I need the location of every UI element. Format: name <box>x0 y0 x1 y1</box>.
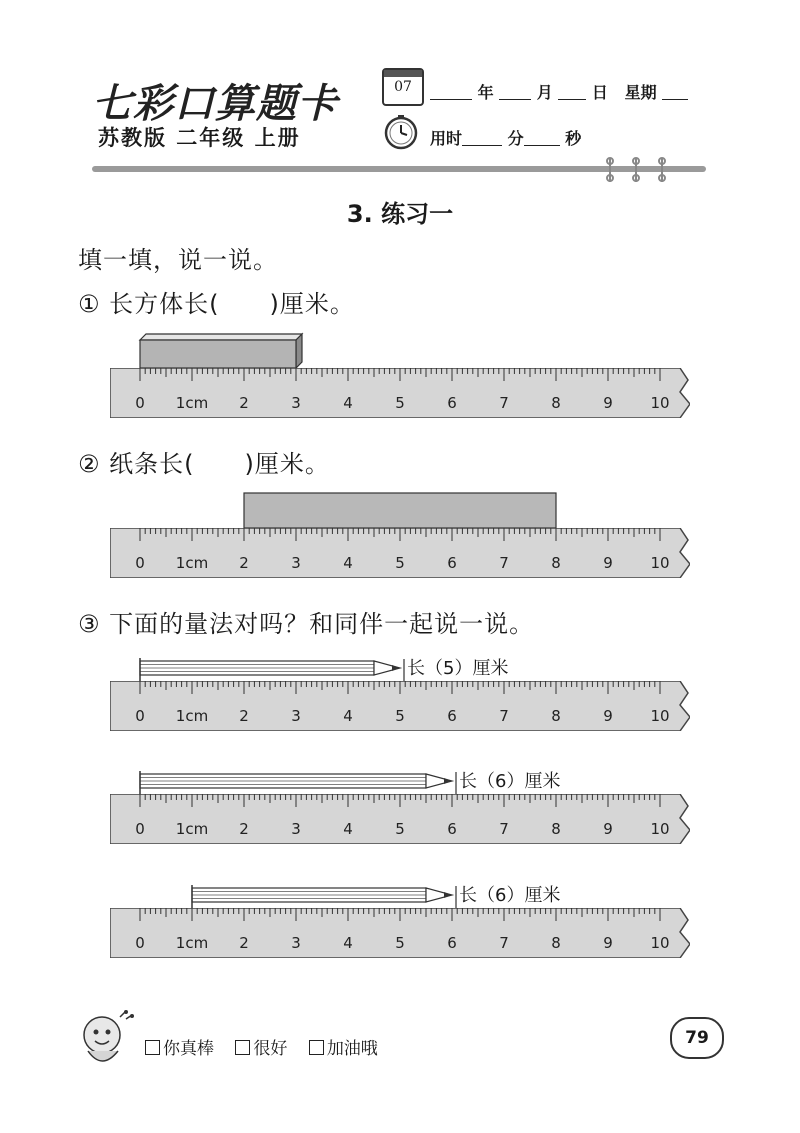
question-1: ① 长方体长( )厘米。 <box>78 290 355 318</box>
pencil-3-label: 长（6）厘米 <box>459 885 561 906</box>
ruler-label: 10 <box>650 707 670 725</box>
ruler-2 <box>110 528 690 578</box>
checkbox-icon[interactable] <box>235 1040 250 1055</box>
month-label: 月 <box>536 83 553 102</box>
time-used-label: 用时 <box>430 129 463 148</box>
ruler-label: 3 <box>291 394 301 412</box>
ruler-label: 5 <box>395 707 405 725</box>
ruler-label: 8 <box>551 554 561 572</box>
ruler-label: 9 <box>603 394 613 412</box>
ruler-label: 2 <box>239 394 249 412</box>
ruler-label: 10 <box>650 394 670 412</box>
ruler-label: 3 <box>291 554 301 572</box>
checkbox-icon[interactable] <box>145 1040 160 1055</box>
second-label: 秒 <box>565 129 582 148</box>
ruler-label: 7 <box>499 707 509 725</box>
brand-title: 七彩口算题卡 <box>92 80 338 127</box>
ruler-label: 3 <box>291 707 301 725</box>
ruler-label: 6 <box>447 820 457 838</box>
pencil-2-label: 长（6）厘米 <box>459 771 561 792</box>
weekday-label: 星期 <box>624 83 657 102</box>
paper-strip <box>244 493 556 528</box>
ruler-label: 4 <box>343 394 353 412</box>
ruler-label: 6 <box>447 707 457 725</box>
ruler-label: 9 <box>603 707 613 725</box>
ruler-label: 6 <box>447 554 457 572</box>
ruler-label: 5 <box>395 554 405 572</box>
rating-option-keep-going[interactable]: 加油哦 <box>309 1039 378 1059</box>
cuboid <box>140 340 296 368</box>
ruler-label: 1cm <box>175 554 209 572</box>
ruler-label: 7 <box>499 820 509 838</box>
ruler-1 <box>110 368 690 418</box>
ruler-label: 7 <box>499 554 509 572</box>
ruler-label: 2 <box>239 554 249 572</box>
ruler-label: 1cm <box>175 820 209 838</box>
day-label: 日 <box>591 83 608 102</box>
minute-label: 分 <box>507 129 524 148</box>
page-title: 3. 练习一 <box>346 200 454 228</box>
ruler-label: 0 <box>135 820 145 838</box>
checkbox-icon[interactable] <box>309 1040 324 1055</box>
ruler-label: 3 <box>291 934 301 952</box>
ruler-label: 9 <box>603 554 613 572</box>
ruler-label: 8 <box>551 707 561 725</box>
box-side <box>296 334 302 368</box>
ruler-label: 3 <box>291 820 301 838</box>
ruler-label: 10 <box>650 934 670 952</box>
calendar-day: 07 <box>394 79 412 95</box>
ruler-3 <box>110 681 690 731</box>
ruler-label: 0 <box>135 934 145 952</box>
ruler-label: 10 <box>650 554 670 572</box>
ruler-label: 5 <box>395 934 405 952</box>
ruler-label: 2 <box>239 820 249 838</box>
ruler-5 <box>110 908 690 958</box>
ruler-label: 1cm <box>175 934 209 952</box>
ruler-label: 0 <box>135 707 145 725</box>
question-2: ② 纸条长( )厘米。 <box>78 450 330 478</box>
ruler-label: 8 <box>551 934 561 952</box>
ruler-label: 1cm <box>175 394 209 412</box>
ruler-label: 0 <box>135 554 145 572</box>
ruler-label: 6 <box>447 394 457 412</box>
ruler-label: 9 <box>603 820 613 838</box>
ruler-label: 2 <box>239 707 249 725</box>
ruler-4 <box>110 794 690 844</box>
rating-options <box>145 1034 394 1059</box>
year-label: 年 <box>477 83 494 102</box>
question-3: ③ 下面的量法对吗？和同伴一起说一说。 <box>78 610 535 638</box>
rating-option-great[interactable]: 你真棒 <box>145 1039 214 1059</box>
ruler-label: 2 <box>239 934 249 952</box>
rating-option-good[interactable]: 很好 <box>235 1039 287 1059</box>
ruler-label: 0 <box>135 394 145 412</box>
ruler-label: 9 <box>603 934 613 952</box>
page-number: 79 <box>670 1017 724 1059</box>
ruler-label: 5 <box>395 820 405 838</box>
pencil <box>192 888 452 902</box>
ruler-label: 4 <box>343 820 353 838</box>
pencil <box>140 774 452 788</box>
ruler-label: 8 <box>551 394 561 412</box>
ruler-label: 8 <box>551 820 561 838</box>
ruler-label: 10 <box>650 820 670 838</box>
mascot-illustration <box>70 1005 140 1075</box>
ruler-label: 7 <box>499 394 509 412</box>
ruler-label: 4 <box>343 707 353 725</box>
instruction: 填一填，说一说。 <box>78 246 278 274</box>
ruler-label: 7 <box>499 934 509 952</box>
ruler-label: 4 <box>343 554 353 572</box>
ruler-label: 4 <box>343 934 353 952</box>
ruler-label: 1cm <box>175 707 209 725</box>
ruler-label: 6 <box>447 934 457 952</box>
ruler-label: 5 <box>395 394 405 412</box>
pencil <box>140 661 400 675</box>
pencil-1-label: 长（5）厘米 <box>407 658 509 679</box>
edition-subtitle: 苏教版 二年级 上册 <box>98 126 301 150</box>
box-top <box>140 334 302 340</box>
